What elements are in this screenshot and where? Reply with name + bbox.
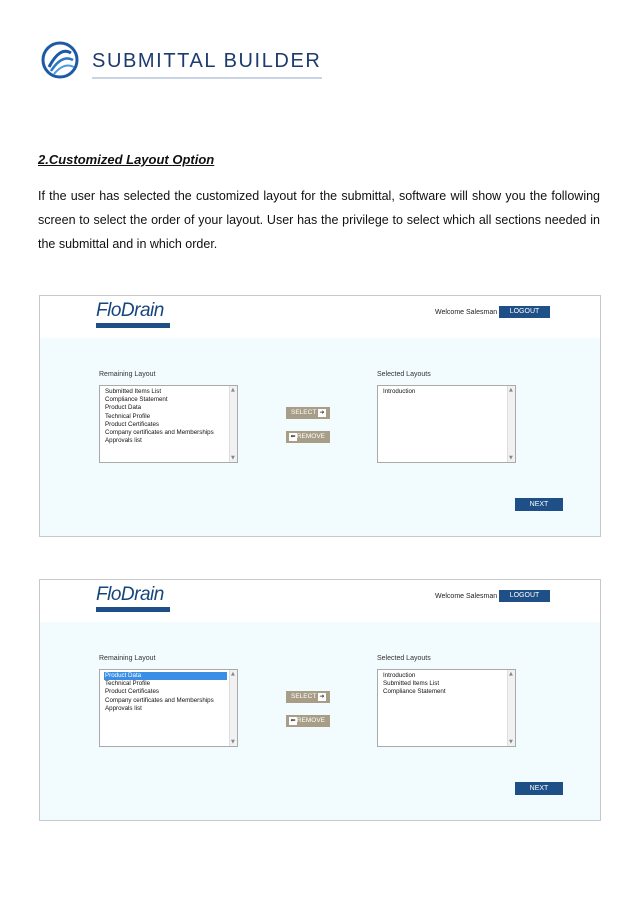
list-item[interactable]: Company certificates and Memberships (105, 696, 214, 704)
list-item[interactable]: Approvals list (105, 704, 142, 712)
remaining-layout-list[interactable] (99, 669, 238, 747)
selected-layouts-label: Selected Layouts (377, 655, 431, 662)
list-item[interactable]: Product Data (105, 404, 142, 412)
scrollbar[interactable] (507, 386, 515, 462)
list-item[interactable]: Compliance Statement (383, 688, 446, 696)
scroll-down-icon[interactable]: ▼ (231, 739, 235, 745)
list-item[interactable]: Compliance Statement (105, 396, 168, 404)
scrollbar[interactable] (229, 670, 237, 746)
brand-name: SUBMITTAL BUILDER (92, 50, 322, 72)
list-item[interactable]: Technical Profile (105, 680, 151, 688)
remove-button[interactable]: ⬅ REMOVE (286, 431, 330, 443)
list-item[interactable]: Product Certificates (105, 420, 159, 428)
selected-layouts-list[interactable] (377, 669, 516, 747)
scroll-up-icon[interactable]: ▲ (509, 387, 513, 393)
logout-button[interactable]: LOGOUT (499, 590, 550, 602)
welcome-text: Welcome Salesman (435, 309, 498, 316)
scroll-up-icon[interactable]: ▲ (509, 671, 513, 677)
list-item[interactable]: Product Certificates (105, 688, 159, 696)
list-item[interactable]: Company certificates and Memberships (105, 429, 214, 437)
list-item-selected[interactable]: Product Data (104, 672, 227, 680)
flodrain-logo: FloDrain (96, 586, 176, 612)
layout-screenshot-2 (39, 579, 601, 821)
select-button[interactable]: SELECT ➜ (286, 407, 330, 419)
scroll-down-icon[interactable]: ▼ (231, 455, 235, 461)
submittal-builder-logo (40, 40, 322, 84)
scroll-up-icon[interactable]: ▲ (231, 387, 235, 393)
remove-button[interactable]: ⬅ REMOVE (286, 715, 330, 727)
arrow-right-icon: ➜ (319, 410, 325, 416)
scrollbar[interactable] (507, 670, 515, 746)
remaining-layout-label: Remaining Layout (99, 655, 156, 662)
list-item[interactable]: Introduction (383, 672, 416, 679)
brand-underline (92, 77, 322, 79)
list-item[interactable]: Approvals list (105, 437, 142, 445)
selected-layouts-list[interactable] (377, 385, 516, 463)
next-button[interactable]: NEXT (515, 782, 563, 795)
app-header (40, 580, 600, 622)
section-paragraph: If the user has selected the customized layout for the submittal, software will show you the following screen to select the order of your layout. User has the privilege to select which all sections needed in the submittal and in which order. (38, 189, 600, 251)
remaining-layout-label: Remaining Layout (99, 371, 156, 378)
list-item[interactable]: Technical Profile (105, 412, 151, 420)
scrollbar[interactable] (229, 386, 237, 462)
logo-swirl-icon (40, 40, 80, 80)
scroll-down-icon[interactable]: ▼ (509, 739, 513, 745)
selected-layouts-label: Selected Layouts (377, 371, 431, 378)
scroll-down-icon[interactable]: ▼ (509, 455, 513, 461)
next-button[interactable]: NEXT (515, 498, 563, 511)
remaining-layout-list[interactable] (99, 385, 238, 463)
app-header (40, 296, 600, 338)
select-button[interactable]: SELECT ➜ (286, 691, 330, 703)
flodrain-logo: FloDrain (96, 302, 176, 328)
list-item[interactable]: Submitted Items List (105, 388, 162, 395)
layout-screenshot-1 (39, 295, 601, 537)
list-item[interactable]: Submitted Items List (383, 680, 440, 688)
arrow-right-icon: ➜ (319, 694, 325, 700)
list-item[interactable]: Introduction (383, 388, 416, 395)
scroll-up-icon[interactable]: ▲ (231, 671, 235, 677)
welcome-text: Welcome Salesman (435, 593, 498, 600)
logout-button[interactable]: LOGOUT (499, 306, 550, 318)
section-heading: 2.Customized Layout Option (38, 152, 215, 167)
arrow-left-icon: ⬅ (290, 718, 296, 724)
arrow-left-icon: ⬅ (290, 434, 296, 440)
